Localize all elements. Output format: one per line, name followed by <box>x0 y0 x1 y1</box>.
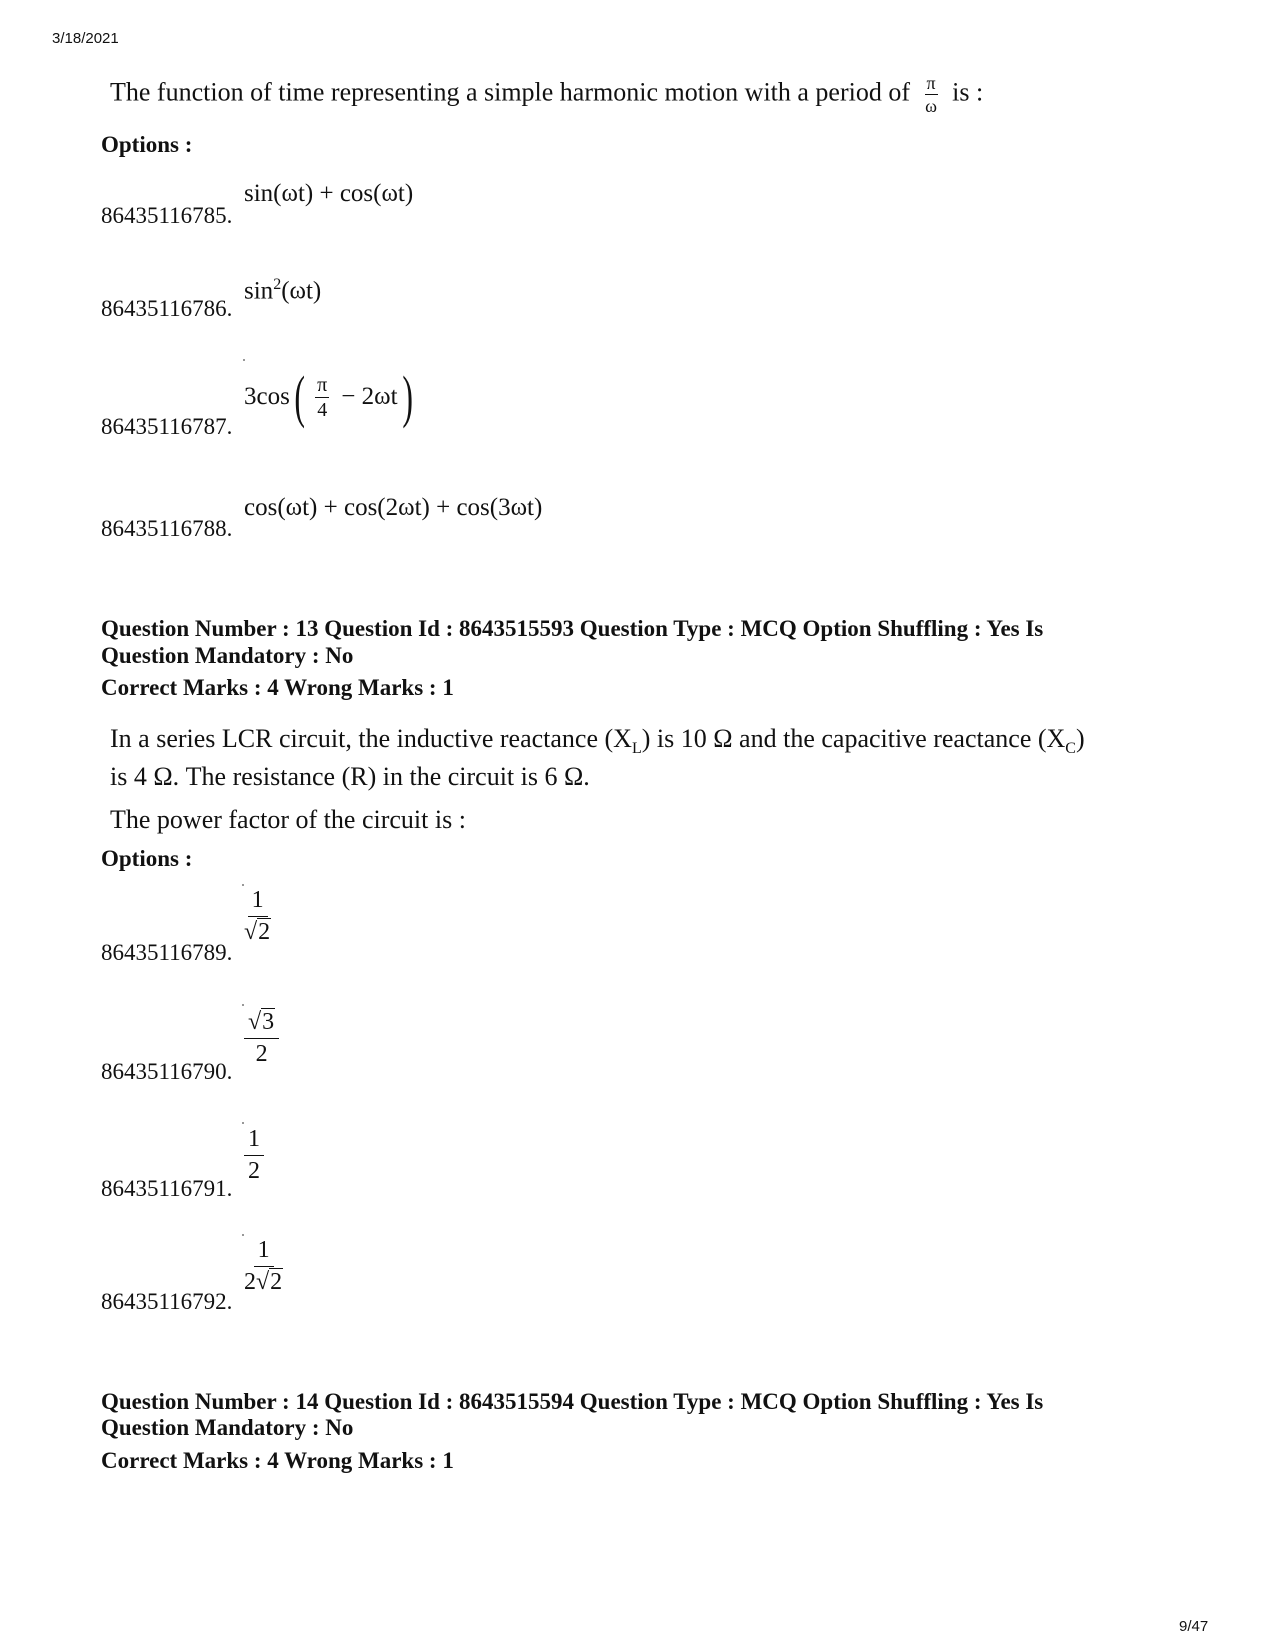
q12-text-before: The function of time representing a simple harmonic motion with a period of <box>110 77 911 107</box>
q13-text-line1 <box>110 724 1085 758</box>
q12-period-num: π <box>926 73 936 93</box>
q13-option-4-coef: 2 <box>244 1269 256 1296</box>
q12-period-den: ω <box>925 96 937 116</box>
q13-option-4-id: 86435116792. <box>101 1289 233 1314</box>
q13-option-4-radicand: 2 <box>270 1269 283 1296</box>
q13-option-4-num: 1 <box>254 1238 274 1267</box>
q12-option-2-arg: (ωt) <box>281 277 322 305</box>
stray-mark <box>243 359 245 361</box>
q13-option-2-den: 2 <box>255 1041 268 1068</box>
q12-option-1-expr: sin(ωt) + cos(ωt) <box>244 180 414 207</box>
q13-option-1-fraction <box>244 888 271 945</box>
print-date: 3/18/2021 <box>52 30 119 47</box>
q12-question-text <box>110 74 983 115</box>
q13-option-4-fraction <box>244 1238 283 1295</box>
q12-options-label: Options : <box>101 132 193 157</box>
q13-option-2-fraction <box>244 1010 279 1067</box>
q12-option-3-tail: − 2ωt <box>341 383 398 410</box>
sqrt-sign: √ <box>248 1009 262 1035</box>
q13-option-2-id: 86435116790. <box>101 1059 233 1084</box>
q13-option-3-fraction <box>244 1127 264 1184</box>
q12-option-3-fraction <box>315 375 329 420</box>
q13-text1-sub-c: C <box>1065 740 1076 758</box>
q13-text-line2: is 4 Ω. The resistance (R) in the circuit is 6 Ω. <box>110 762 590 791</box>
q12-option-4-id: 86435116788. <box>101 516 233 541</box>
q13-option-3-den: 2 <box>248 1158 260 1185</box>
q13-text1-sub-l: L <box>631 740 642 758</box>
stray-mark <box>242 884 244 886</box>
q14-meta-line2: Question Mandatory : No <box>101 1415 354 1440</box>
q13-text1-b: ) is 10 Ω and the capacitive reactance (X <box>641 724 1066 753</box>
q12-option-2-id: 86435116786. <box>101 296 233 321</box>
q13-marks: Correct Marks : 4 Wrong Marks : 1 <box>101 675 454 700</box>
q12-option-1-id: 86435116785. <box>101 203 233 228</box>
stray-mark <box>242 1004 244 1006</box>
q13-option-1-den <box>244 917 271 945</box>
q14-marks: Correct Marks : 4 Wrong Marks : 1 <box>101 1448 454 1473</box>
page-number: 9/47 <box>1179 1618 1209 1635</box>
q12-option-2-expr <box>244 276 321 305</box>
sqrt-sign: √ <box>256 1269 270 1296</box>
q12-option-3-lead: 3cos <box>244 383 290 410</box>
q13-text1-a: In a series LCR circuit, the inductive reactance (X <box>110 724 632 753</box>
q13-text-line3: The power factor of the circuit is : <box>110 805 466 834</box>
q13-text1-c: ) <box>1075 724 1085 753</box>
q12-option-3-expr <box>244 364 417 429</box>
q12-text-after: is : <box>952 77 984 107</box>
sqrt-sign: √ <box>244 919 258 946</box>
q13-meta-line2: Question Mandatory : No <box>101 643 354 668</box>
q12-option-2-sup: 2 <box>273 276 282 293</box>
q13-options-label: Options : <box>101 846 193 871</box>
q13-option-4-den <box>244 1267 283 1295</box>
q12-option-3-rparen: ) <box>401 364 413 429</box>
q13-meta-line1: Question Number : 13 Question Id : 8643515593 Question Type : MCQ Option Shuffling : Yes Is <box>101 616 1044 641</box>
q13-option-1-id: 86435116789. <box>101 940 233 965</box>
q13-option-3-id: 86435116791. <box>101 1176 233 1201</box>
q13-option-2-radicand: 3 <box>262 1009 275 1035</box>
q13-option-1-radicand: 2 <box>258 919 271 946</box>
q12-option-3-id: 86435116787. <box>101 414 233 439</box>
q13-option-1-num: 1 <box>248 888 268 917</box>
stray-mark <box>242 1122 244 1124</box>
q12-option-3-den: 4 <box>317 398 328 421</box>
q12-option-3-num: π <box>317 373 328 396</box>
q14-meta-line1: Question Number : 14 Question Id : 8643515594 Question Type : MCQ Option Shuffling : Yes Is <box>101 1389 1044 1414</box>
q12-period-fraction <box>925 74 938 115</box>
q12-option-2-base: sin <box>244 277 274 305</box>
q12-option-3-lparen: ( <box>294 364 305 429</box>
stray-mark <box>242 1234 244 1236</box>
q12-option-4-expr: cos(ωt) + cos(2ωt) + cos(3ωt) <box>244 494 543 521</box>
q13-option-2-num <box>244 1010 279 1039</box>
q13-option-3-num: 1 <box>244 1127 264 1156</box>
